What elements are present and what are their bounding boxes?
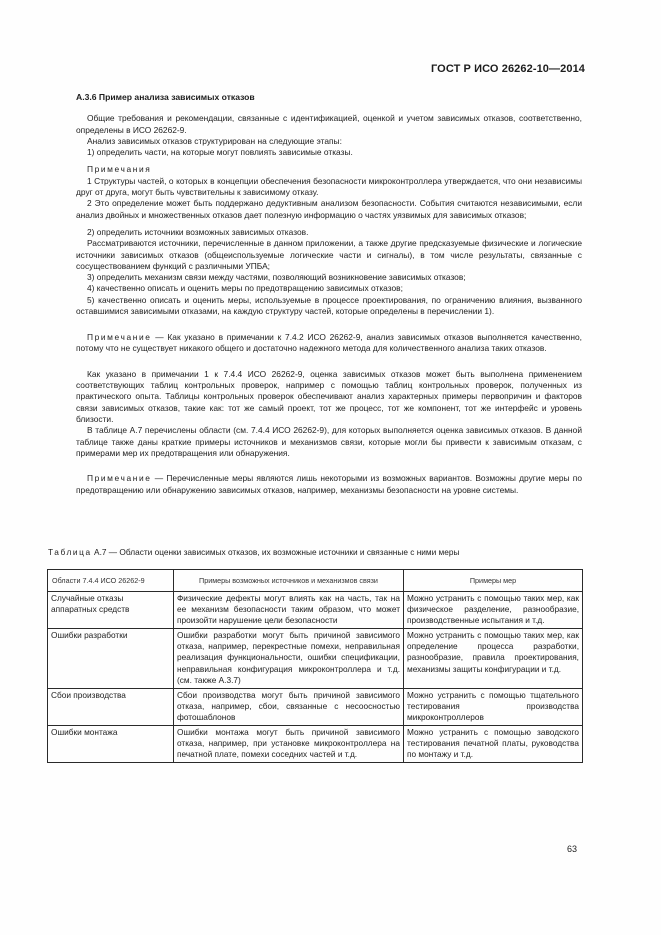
paragraph: Анализ зависимых отказов структурирован на следующие этапы: [87, 135, 342, 146]
note-text: — Как указано в примечании к 7.4.2 ИСО 26262-9, анализ зависимых отказов выполняется качественно, потому что не существует никакого общего и достаточно надежного метода для количественного анализа таких отказов. [76, 331, 582, 354]
caption-text: А.7 — Области оценки зависимых отказов, их возможные источники и связанные с ними меры [91, 547, 460, 557]
table-caption [48, 547, 459, 557]
table-cell: Ошибки разработки [48, 629, 174, 688]
step-item: 5) качественно описать и оценить меры, используемые в процессе проектирования, по ограничению влияния, вызванного оставшимися зависимыми отказами, на каждую структуру частей, которые определены в перечислении 1). [76, 294, 582, 317]
table-cell: Можно устранить с помощью таких мер, как физическое разделение, разнообразие, производственные испытания и т.д. [404, 592, 583, 629]
note-label: Примечание [87, 473, 152, 484]
table-cell: Случайные отказы аппаратных средств [48, 592, 174, 629]
note-item: 2 Это определение может быть поддержано дедуктивным анализом безопасности. События считаются независимыми, если анализ двойных и множественных отказов дает полезную информацию о частях уязвимых для зависимых отказов; [76, 198, 582, 220]
page-number: 63 [567, 844, 578, 854]
areas-table [47, 569, 583, 763]
table-cell: Ошибки разработки могут быть причиной зависимого отказа, например, перекрестные помехи, неправильная реализация функциональности, ошибки спецификации, неправильная конфигурация микроконтроллера и т.д. (см. также А.3.7) [174, 629, 404, 688]
section-title: А.3.6 Пример анализа зависимых отказов [76, 92, 255, 102]
paragraph: Как указано в примечании 1 к 7.4.4 ИСО 26262-9, оценка зависимых отказов может быть выполнена применением соответствующих таблиц контрольных проверок, например с помощью таблиц контрольных проверок, полученных из практического опыта. Таблицы контрольных проверок обеспечивают анализ характерных примеры первопричин и факторов связи зависимых отказов, такие как: тот же самый проект, тот же процесс, тот же компонент, тот же интерфейс и уровень близости. [76, 368, 582, 424]
note-item: 1 Структуры частей, о которых в концепции обеспечения безопасности микроконтроллера утверждается, что они независимы друг от друга, могут быть чувствительны к зависимому отказу. [76, 175, 582, 198]
main-content [76, 92, 582, 504]
table-header-row [48, 570, 583, 592]
table-row [48, 592, 583, 629]
paragraph: В таблице А.7 перечислены области (см. 7.4.4 ИСО 26262-9), для которых выполняется оценка зависимых отказов. В данной таблице также даны краткие примеры источников и механизмов связи, которые могли бы привести к зависимым отказам, с примерами мер их предотвращения или обнаружения. [76, 425, 582, 458]
column-header: Примеры мер [404, 570, 583, 592]
table-cell: Сбои производства [48, 688, 174, 725]
note-block [76, 332, 582, 355]
paragraph: Общие требования и рекомендации, связанные с идентификацией, оценкой и учетом зависимых отказов, соответственно, определены в ИСО 26262-9. [76, 113, 582, 135]
table-cell: Можно устранить с помощью таких мер, как определение процесса разработки, разнообразие, правила проектирования, механизмы защиты конфигурации и т.д. [404, 629, 583, 688]
paragraph: Рассматриваются источники, перечисленные в данном приложении, а также другие предсказуемые физические и логические источники зависимых отказов (общеиспользуемые логические части и сигналы), в том числе результаты, связанные с сосуществованием функций с различными УПБА; [76, 238, 582, 271]
step-item: 3) определить механизм связи между частями, позволяющий возникновение зависимых отказов; [87, 272, 466, 283]
step-item: 4) качественно описать и оценить меры по предотвращению зависимых отказов; [87, 283, 403, 294]
note-label: Примечание [87, 331, 152, 342]
column-header: Области 7.4.4 ИСО 26262-9 [48, 570, 174, 592]
step-item: 2) определить источники возможных зависимых отказов. [87, 226, 309, 237]
table-cell: Ошибки монтажа могут быть причиной зависимого отказа, например, при установке микроконтроллера на печатной плате, помехи соседних частей и т.д. [174, 726, 404, 763]
table-cell: Ошибки монтажа [48, 726, 174, 763]
table-cell: Можно устранить с помощью тщательного тестирования производства микроконтроллеров [404, 688, 583, 725]
note-block [76, 473, 582, 496]
document-id: ГОСТ Р ИСО 26262-10—2014 [430, 63, 585, 75]
paragraph: 1) определить части, на которые могут повлиять зависимые отказы. [87, 147, 353, 158]
table-cell: Сбои производства могут быть причиной зависимого отказа, например, сбои, связанные с несоосностью фотошаблонов [174, 688, 404, 725]
table-row [48, 688, 583, 725]
note-text: — Перечисленные меры являются лишь некоторыми из возможных вариантов. Возможны другие меры по предотвращению или обнаружению зависимых отказов, например, механизмы безопасности на уровне системы. [76, 473, 582, 495]
caption-label: Таблица [48, 547, 92, 557]
table-cell: Физические дефекты могут влиять как на часть, так на ее механизм безопасности таким образом, что может произойти нарушение цели безопасности [174, 592, 404, 629]
table-cell: Можно устранить с помощью заводского тестирования печатной платы, руководства по монтажу и т.д. [404, 726, 583, 763]
notes-label: Примечания [87, 164, 152, 175]
table-row [48, 726, 583, 763]
table-row [48, 629, 583, 688]
column-header: Примеры возможных источников и механизмов связи [174, 570, 404, 592]
